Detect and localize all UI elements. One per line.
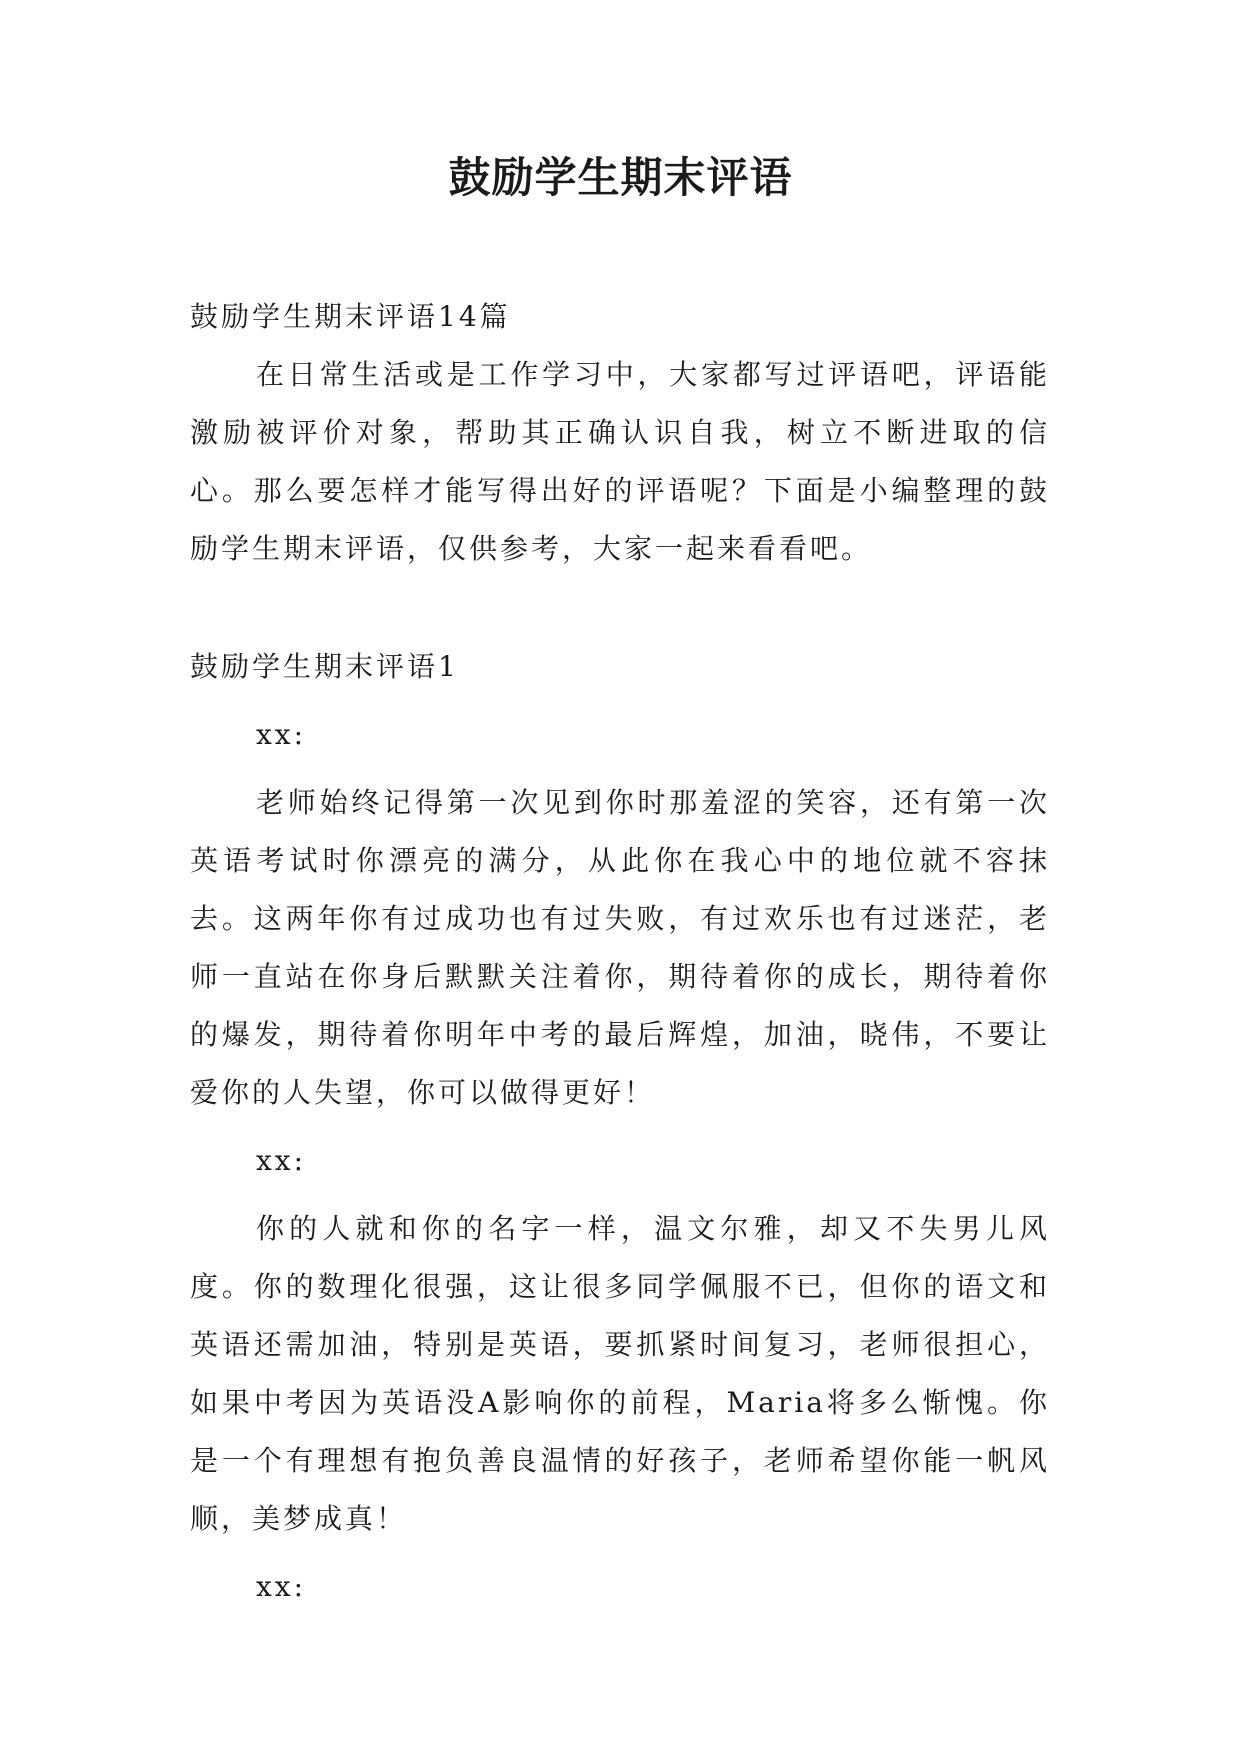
section-spacer — [190, 578, 1050, 638]
intro-paragraph: 在日常生活或是工作学习中，大家都写过评语吧，评语能激励被评价对象，帮助其正确认识自我，树立不断进取的信心。那么要怎样才能写得出好的评语呢？下面是小编整理的鼓励学生期末评语，仅供参考，大家一起来看看吧。 — [190, 358, 1050, 565]
section-heading: 鼓励学生期末评语1 — [190, 650, 459, 683]
entry-salutation: xx: — [256, 1570, 307, 1603]
document-body — [190, 288, 1050, 1616]
entry-paragraph: 你的人就和你的名字一样，温文尔雅，却又不失男儿风度。你的数理化很强，这让很多同学佩服不已，但你的语文和英语还需加油，特别是英语，要抓紧时间复习，老师很担心，如果中考因为英语没A影响你的前程，Maria将多么惭愧。你是一个有理想有抱负善良温情的好孩子，老师希望你能一帆风顺，美梦成真！ — [190, 1212, 1050, 1535]
entry-salutation: xx: — [256, 1144, 307, 1177]
entry-salutation: xx: — [256, 718, 307, 751]
document-title: 鼓励学生期末评语 — [448, 153, 793, 202]
document-subtitle: 鼓励学生期末评语14篇 — [190, 300, 511, 333]
entry-paragraph: 老师始终记得第一次见到你时那羞涩的笑容，还有第一次英语考试时你漂亮的满分，从此你在我心中的地位就不容抹去。这两年你有过成功也有过失败，有过欢乐也有过迷茫，老师一直站在你身后默默关注着你，期待着你的成长，期待着你的爆发，期待着你明年中考的最后辉煌，加油，晓伟，不要让爱你的人失望，你可以做得更好！ — [190, 786, 1050, 1109]
